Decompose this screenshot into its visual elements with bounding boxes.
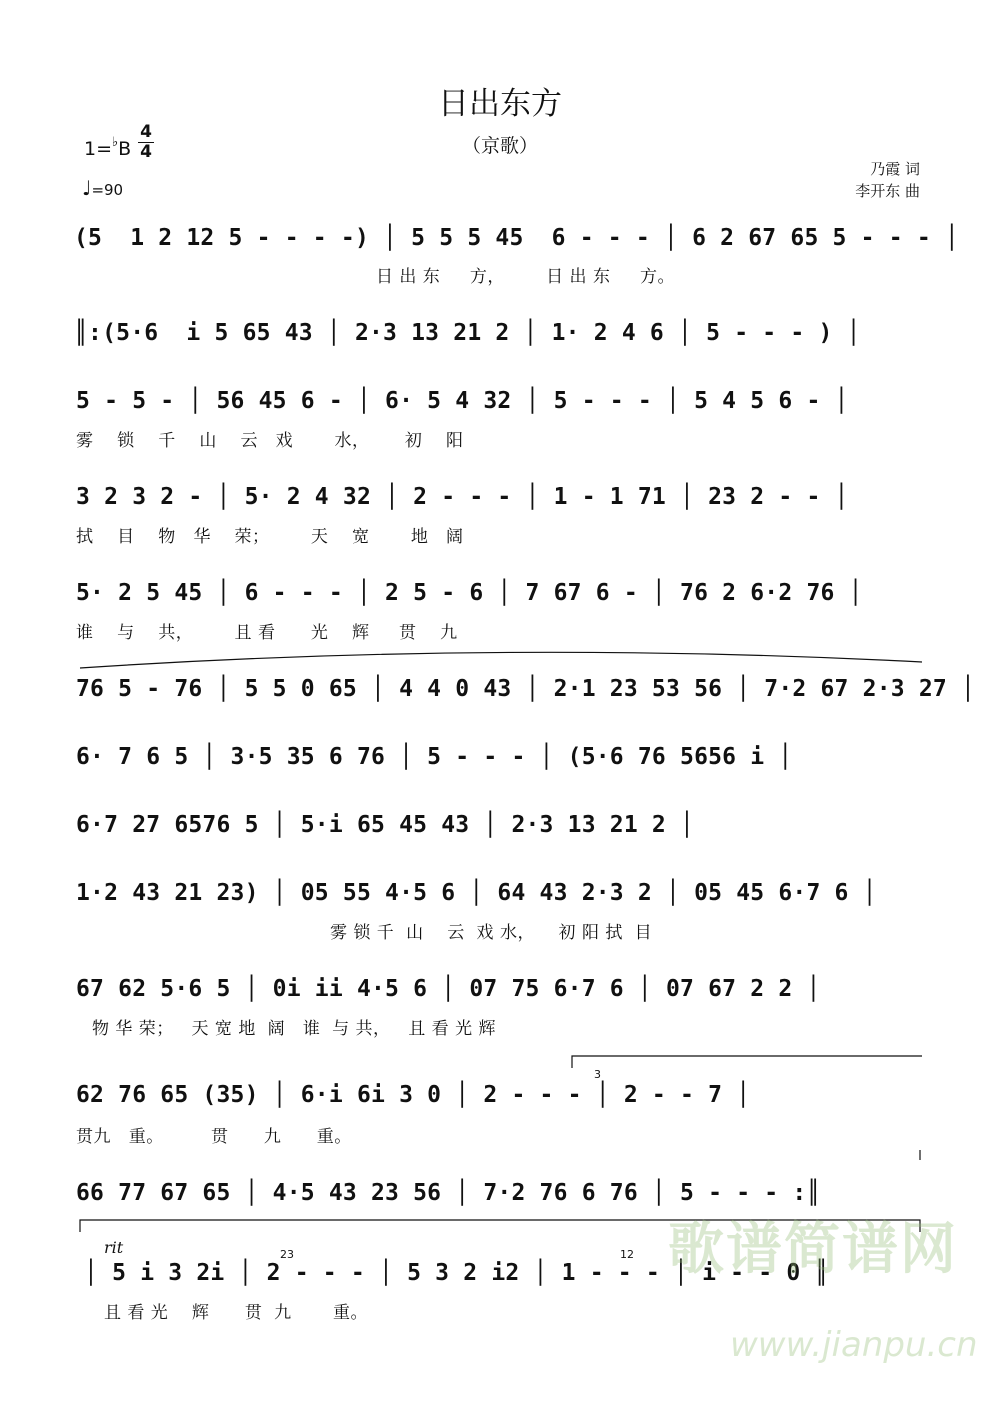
ritardando-marking: rit (104, 1238, 124, 1257)
system-10-notes: 67 62 5·6 5 │ 0i ii 4·5 6 │ 07 75 6·7 6 │ 07 67 2 2 │ (76, 976, 821, 1002)
grace-note-1: 3 (594, 1068, 601, 1081)
time-top: 4 (140, 122, 152, 142)
song-genre: （京歌） (461, 135, 538, 157)
quarter-note-icon: ♩ (82, 176, 92, 200)
system-4-notes: 3 2 3 2 - │ 5· 2 4 32 │ 2 - - - │ 1 - 1 71 │ 23 2 - - │ (76, 484, 849, 510)
tempo-value: =90 (91, 181, 124, 199)
time-bottom: 4 (140, 142, 152, 162)
system-7-notes: 6· 7 6 5 │ 3·5 35 6 76 │ 5 - - - │ (5·6 76 5656 i │ (76, 744, 793, 770)
system-13-notes: │ 5 i 3 2i │ 2 - - - │ 5 3 2 i2 │ 1 - - - │ i - - 0 ║ (84, 1260, 829, 1286)
watermark-logo: 歌谱简谱网 (668, 1217, 958, 1282)
system-2-notes: ║:(5·6 i 5 65 43 │ 2·3 13 21 2 │ 1· 2 4 6 │ 5 - - - ) │ (74, 320, 861, 346)
song-title: 日出东方 (438, 86, 562, 122)
composer-credit: 李开东 曲 (855, 182, 920, 200)
watermark-url: www.jianpu.cn (730, 1325, 978, 1365)
system-11-lyrics: 贯九 重。 贯 九 重。 (76, 1127, 352, 1147)
system-5-lyrics: 谁 与 共， 且 看 光 辉 贯 九 (76, 623, 458, 643)
system-1-lyrics: 日 出 东 方， 日 出 东 方。 (376, 267, 675, 287)
system-10-lyrics: 物 华 荣； 天 宽 地 阔 谁 与 共， 且 看 光 辉 (92, 1019, 496, 1039)
flat-sign: ♭ (112, 135, 119, 150)
system-9-notes: 1·2 43 21 23) │ 05 55 4·5 6 │ 64 43 2·3 2 │ 05 45 6·7 6 │ (76, 880, 877, 906)
system-13-lyrics: 且 看 光 辉 贯 九 重。 (104, 1303, 368, 1323)
grace-note-3: 12 (620, 1248, 634, 1261)
system-6-notes: 76 5 - 76 │ 5 5 0 65 │ 4 4 0 43 │ 2·1 23 53 56 │ 7·2 67 2·3 27 │ (76, 676, 976, 702)
system-11-notes: 62 76 65 (35) │ 6·i 6i 3 0 │ 2 - - - │ 2 - - 7 │ (76, 1082, 751, 1108)
grace-note-2: 23 (280, 1248, 294, 1261)
system-1-notes: (5 1 2 12 5 - - - -) │ 5 5 5 45 6 - - - │ 6 2 67 65 5 - - - │ (74, 225, 959, 251)
system-4-lyrics: 拭 目 物 华 荣； 天 宽 地 阔 (76, 527, 464, 547)
system-3-notes: 5 - 5 - │ 56 45 6 - │ 6· 5 4 32 │ 5 - - - │ 5 4 5 6 - │ (76, 388, 849, 414)
system-3-lyrics: 雾 锁 千 山 云 戏 水， 初 阳 (76, 431, 464, 451)
system-8-notes: 6·7 27 6576 5 │ 5·i 65 45 43 │ 2·3 13 21 2 │ (76, 812, 695, 838)
lyricist-credit: 乃霞 词 (870, 160, 920, 178)
key-prefix: 1= (84, 138, 113, 160)
system-9-lyrics: 雾 锁 千 山 云 戏 水， 初 阳 拭 目 (330, 923, 653, 943)
system-5-notes: 5· 2 5 45 │ 6 - - - │ 2 5 - 6 │ 7 67 6 - │ 76 2 6·2 76 │ (76, 580, 863, 606)
key-note: B (118, 138, 132, 160)
system-12-notes: 66 77 67 65 │ 4·5 43 23 56 │ 7·2 76 6 76 │ 5 - - - :║ (76, 1180, 821, 1206)
